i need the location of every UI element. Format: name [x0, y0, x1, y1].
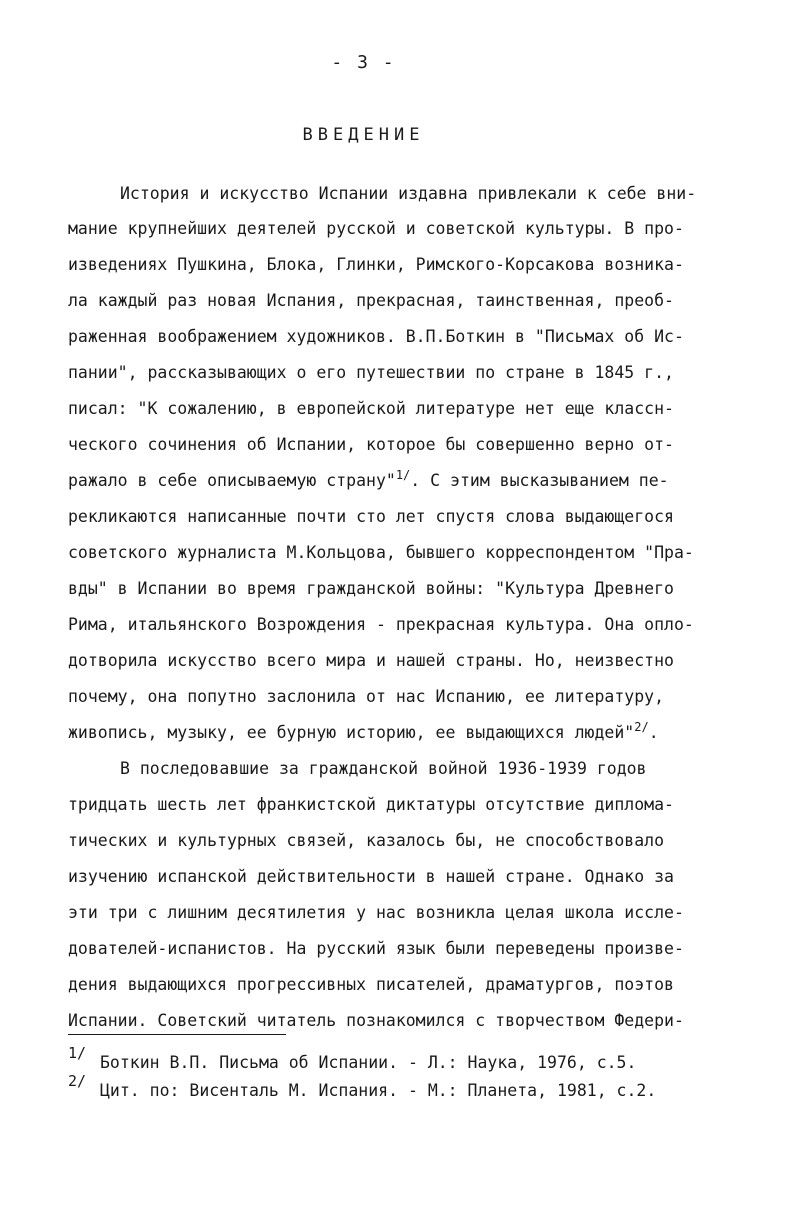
text-line: пании", рассказывающих о его путешествии по стране в 1845 г., — [68, 363, 674, 382]
footnote-mark: 2/ — [68, 1072, 87, 1090]
footnote-text: Цит. по: Висенталь М. Испания. - М.: Планета, 1981, с.2. — [100, 1081, 657, 1100]
page-title: ВВЕДЕНИЕ — [302, 125, 425, 145]
text-line: дения выдающихся прогрессивных писателей, драматургов, поэтов — [68, 975, 674, 994]
text-segment: . — [648, 723, 659, 742]
text-line: почему, она попутно заслонила от нас Испанию, ее литературу, — [68, 687, 665, 706]
text-line: тических и культурных связей, казалось бы, не способствовало — [68, 831, 665, 850]
text-segment: . С этим высказыванием пе- — [410, 471, 669, 490]
footnote-mark: 1/ — [68, 1044, 87, 1062]
text-line — [68, 720, 659, 742]
text-line: эти три с лишним десятилетия у нас возникла целая школа иссле- — [68, 903, 684, 922]
text-line: дотворила искусство всего мира и нашей страны. Но, неизвестно — [68, 651, 674, 670]
text-line: ла каждый раз новая Испания, прекрасная, таинственная, преоб- — [68, 291, 674, 310]
footnote-ref: 2/ — [634, 720, 649, 734]
text-segment: живопись, музыку, ее бурную историю, ее выдающихся людей" — [68, 723, 635, 742]
text-line: изучению испанской действительности в нашей стране. Однако за — [68, 867, 674, 886]
text-line: изведениях Пушкина, Блока, Глинки, Римского-Корсакова возника- — [68, 255, 684, 274]
text-line: мание крупнейших деятелей русской и советской культуры. В про- — [68, 219, 684, 238]
text-line: тридцать шесть лет франкистской диктатуры отсутствие диплома- — [68, 795, 674, 814]
footnote-divider — [68, 1034, 286, 1035]
text-line: советского журналиста М.Кольцова, бывшего корреспондентом "Пра- — [68, 543, 694, 562]
text-line: ческого сочинения об Испании, которое бы совершенно верно от- — [68, 435, 674, 454]
footnote-ref: 1/ — [395, 468, 411, 482]
footnote-text: Боткин В.П. Письма об Испании. - Л.: Наука, 1976, с.5. — [100, 1053, 637, 1072]
text-line: Испании. Советский читатель познакомился с творчеством Федери- — [68, 1011, 684, 1030]
text-line: рекликаются написанные почти сто лет спустя слова выдающегося — [68, 507, 674, 526]
text-line: раженная воображением художников. В.П.Боткин в "Письмах об Ис- — [68, 327, 684, 346]
page-number: - 3 - — [331, 52, 396, 73]
text-segment: ражало в себе описываемую страну" — [68, 471, 396, 490]
text-line: писал: "К сожалению, в европейской литературе нет еще классн- — [68, 399, 674, 418]
text-line — [68, 468, 669, 490]
text-line: дователей-испанистов. На русский язык были переведены произве- — [68, 939, 684, 958]
text-line: История и искусство Испании издавна привлекали к себе вни- — [120, 184, 697, 203]
text-line: В последовавшие за гражданской войной 1936-1939 годов — [120, 759, 647, 778]
text-line: вды" в Испании во время гражданской войны: "Культура Древнего — [68, 579, 674, 598]
text-line: Рима, итальянского Возрождения - прекрасная культура. Она опло- — [68, 615, 694, 634]
